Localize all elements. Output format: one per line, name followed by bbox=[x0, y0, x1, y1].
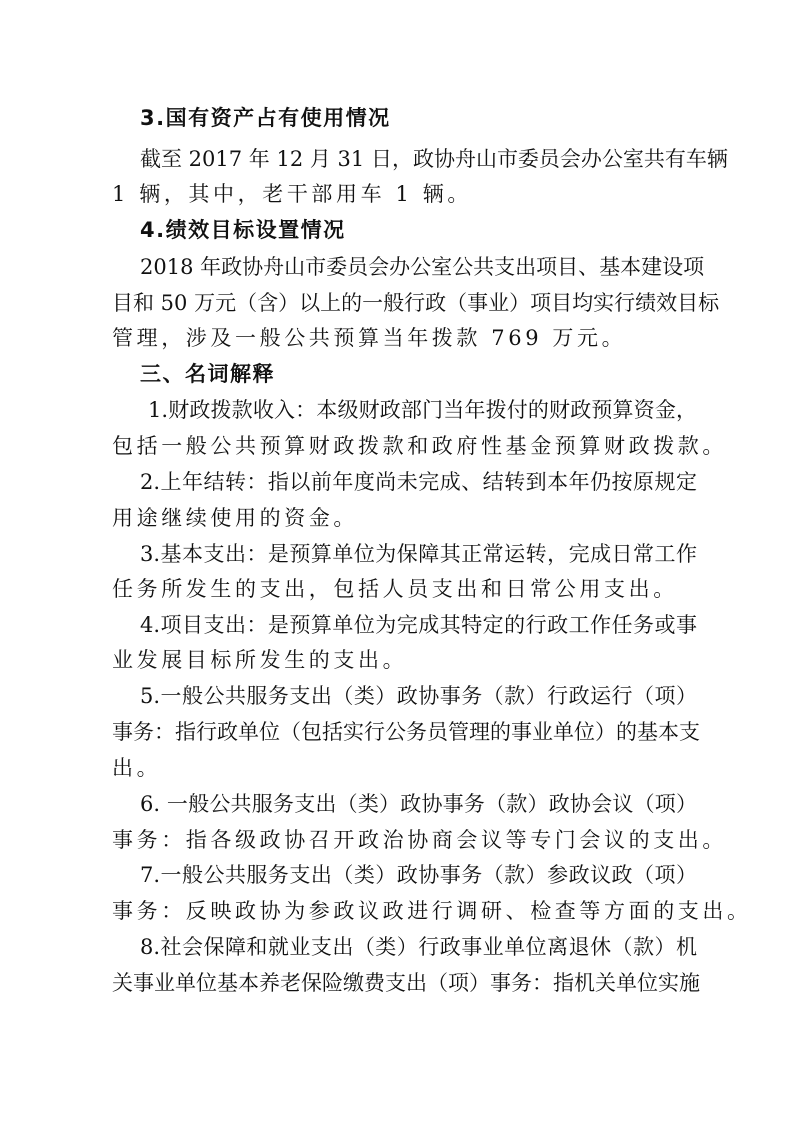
paragraph-line: 管理，涉及一般公共预算当年拨款 769 万元。 bbox=[112, 326, 627, 350]
section-heading-performance-goals: 4.绩效目标设置情况 bbox=[140, 218, 346, 242]
glossary-line: 3.基本支出：是预算单位为保障其正常运转，完成日常工作 bbox=[140, 542, 697, 566]
paragraph-line: 目和 50 万元（含）以上的一般行政（事业）项目均实行绩效目标 bbox=[112, 291, 720, 315]
glossary-line: 任务所发生的支出，包括人员支出和日常公用支出。 bbox=[112, 577, 678, 601]
paragraph-line: 截至 2017 年 12 月 31 日，政协舟山市委员会办公室共有车辆 bbox=[140, 147, 728, 171]
glossary-line: 7.一般公共服务支出（类）政协事务（款）参政议政（项） bbox=[140, 863, 697, 887]
glossary-line: 事务：反映政协为参政议政进行调研、检查等方面的支出。 bbox=[112, 899, 752, 923]
glossary-line: 事务：指行政单位（包括实行公务员管理的事业单位）的基本支 bbox=[112, 720, 700, 744]
section-heading-glossary: 三、名词解释 bbox=[140, 362, 275, 386]
glossary-line: 出。 bbox=[112, 756, 162, 780]
glossary-line: 6. 一般公共服务支出（类）政协事务（款）政协会议（项） bbox=[140, 792, 697, 816]
paragraph-line: 2018 年政协舟山市委员会办公室公共支出项目、基本建设项 bbox=[140, 255, 705, 279]
glossary-line: 用途继续使用的资金。 bbox=[112, 506, 358, 530]
glossary-line: 关事业单位基本养老保险缴费支出（项）事务：指机关单位实施 bbox=[112, 971, 700, 995]
paragraph-line: 1 辆，其中，老干部用车 1 辆。 bbox=[112, 182, 472, 206]
glossary-line: 5.一般公共服务支出（类）政协事务（款）行政运行（项） bbox=[140, 684, 697, 708]
section-heading-asset-usage: 3.国有资产占有使用情况 bbox=[140, 106, 391, 130]
glossary-line: 业发展目标所发生的支出。 bbox=[112, 648, 408, 672]
glossary-line: 2.上年结转：指以前年度尚未完成、结转到本年仍按原规定 bbox=[140, 470, 697, 494]
glossary-line: 1.财政拨款收入：本级财政部门当年拨付的财政预算资金， bbox=[148, 398, 697, 422]
glossary-line: 4.项目支出：是预算单位为完成其特定的行政工作任务或事 bbox=[140, 613, 697, 637]
glossary-line: 8.社会保障和就业支出（类）行政事业单位离退休（款）机 bbox=[140, 935, 697, 959]
glossary-line: 包括一般公共预算财政拨款和政府性基金预算财政拨款。 bbox=[112, 434, 727, 458]
glossary-line: 事务：指各级政协召开政治协商会议等专门会议的支出。 bbox=[112, 828, 727, 852]
